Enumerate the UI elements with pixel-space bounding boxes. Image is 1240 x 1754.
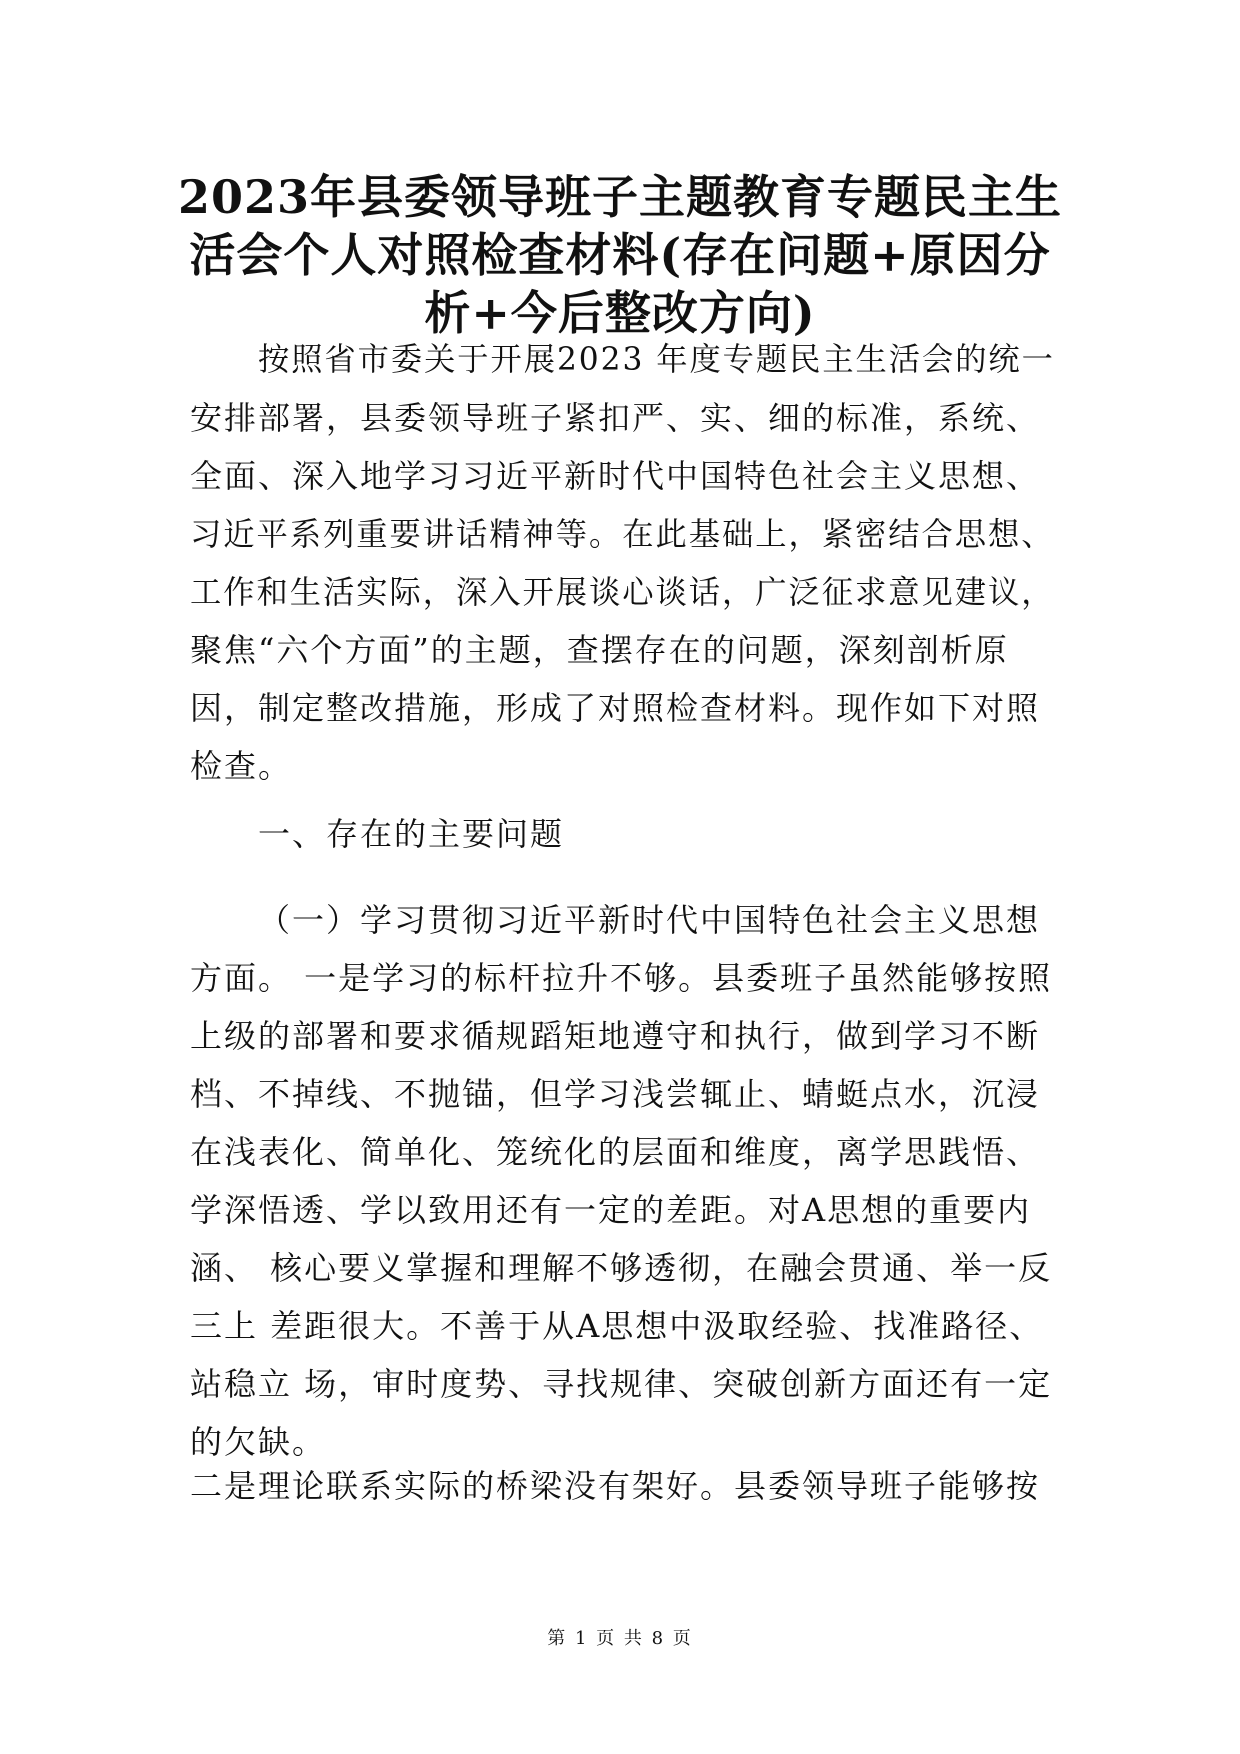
body-line: 档、不掉线、不抛锚，但学习浅尝辄止、蜻蜓点水，沉浸 [190,1075,1041,1113]
body-line: 安排部署，县委领导班子紧扣严、实、细的标准，系统、 [190,399,1041,437]
body-line: 涵、 核心要义掌握和理解不够透彻，在融会贯通、举一反 [190,1249,1053,1287]
body-line: 方面。 一是学习的标杆拉升不够。县委班子虽然能够按照 [190,959,1053,997]
subsection-heading: （一）学习贯彻习近平新时代中国特色社会主义思想 [258,901,1041,939]
body-line: 因，制定整改措施，形成了对照检查材料。现作如下对照 [190,689,1041,727]
body-line: 的欠缺。 [190,1423,327,1461]
body-line: 按照省市委关于开展2023 年度专题民主生活会的统一 [258,340,1055,378]
document-title [150,168,1090,342]
body-line: 三上 差距很大。不善于从A思想中汲取经验、找准路径、 [190,1307,1044,1345]
title-line-2: 活会个人对照检查材料(存在问题+原因分 [189,228,1051,282]
title-line-3: 析+今后整改方向) [424,286,816,340]
body-line: 二是理论联系实际的桥梁没有架好。县委领导班子能够按 [190,1467,1041,1505]
body-line: 习近平系列重要讲话精神等。在此基础上，紧密结合思想、 [190,515,1055,553]
body-line: 工作和生活实际，深入开展谈心谈话，广泛征求意见建议， [190,573,1055,611]
body-line: 上级的部署和要求循规蹈矩地遵守和执行，做到学习不断 [190,1017,1041,1055]
body-line: 站稳立 场，审时度势、寻找规律、突破创新方面还有一定 [190,1365,1053,1403]
section-heading: 一、存在的主要问题 [258,815,565,853]
body-line: 学深悟透、学以致用还有一定的差距。对A思想的重要内 [190,1191,1032,1229]
body-line: 检查。 [190,747,293,785]
title-line-1: 2023年县委领导班子主题教育专题民主生 [177,170,1063,224]
body-line: 聚焦“六个方面”的主题，查摆存在的问题，深刻剖析原 [190,631,1009,669]
page-number-footer: 第 1 页 共 8 页 [547,1628,693,1649]
body-line: 全面、深入地学习习近平新时代中国特色社会主义思想、 [190,457,1041,495]
body-line: 在浅表化、简单化、笼统化的层面和维度，离学思践悟、 [190,1133,1041,1171]
